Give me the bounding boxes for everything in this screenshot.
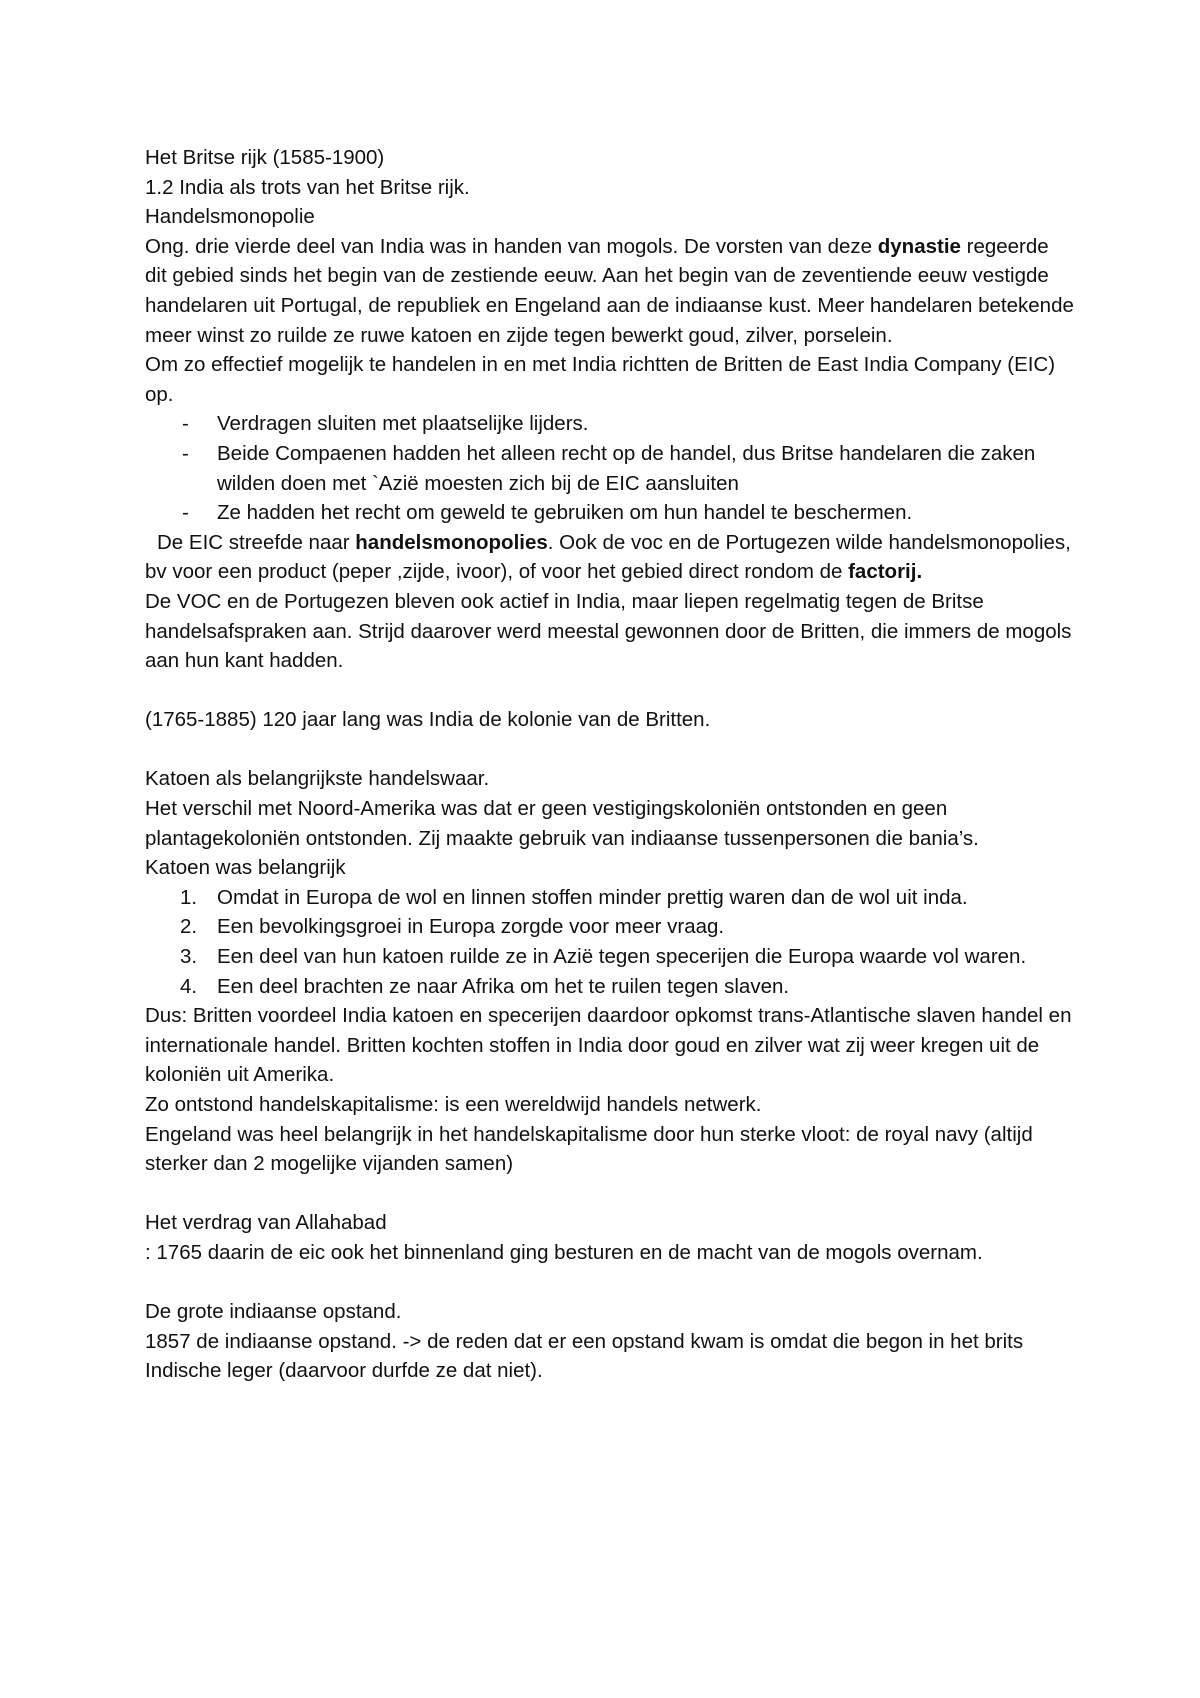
paragraph-noord-amerika: Het verschil met Noord-Amerika was dat er geen vestigingskoloniën ontstonden en geen plantagekoloniën ontstonden. Zij maakte gebruik van indiaanse tussenpersonen die bania’s. bbox=[145, 797, 979, 850]
paragraph-mogols bbox=[145, 232, 1075, 350]
numbered-list-item bbox=[145, 972, 1075, 1002]
blank-line bbox=[145, 676, 1075, 706]
paragraph-katoen-belangrijk: Katoen was belangrijk bbox=[145, 856, 346, 880]
dash-list-item-text: Verdragen sluiten met plaatselijke lijders. bbox=[217, 412, 589, 436]
section-heading-katoen: Katoen als belangrijkste handelswaar. bbox=[145, 767, 490, 791]
paragraph-mogols-part-c: regeerde dit gebied sinds het begin van de zestiende eeuw. Aan het begin van de zeventiende eeuw vestigde handelaren uit Portugal, de republiek en Engeland aan de indiaanse kust. Meer handelaren betekende meer winst zo ruilde ze ruwe katoen en zijde tegen bewerkt goud, zilver, porselein. bbox=[145, 234, 1074, 347]
bold-term-dynastie: dynastie bbox=[877, 234, 961, 258]
paragraph-royal-navy: Engeland was heel belangrijk in het handelskapitalisme door hun sterke vloot: de royal navy (altijd sterker dan 2 mogelijke vijanden samen) bbox=[145, 1122, 1033, 1176]
paragraph-kolonie-period: (1765-1885) 120 jaar lang was India de kolonie van de Britten. bbox=[145, 708, 711, 732]
dash-list bbox=[145, 409, 1075, 527]
section-heading-handelsmonopolie: Handelsmonopolie bbox=[145, 205, 315, 229]
numbered-list-item-text: Omdat in Europa de wol en linnen stoffen minder prettig waren dan de wol uit inda. bbox=[217, 885, 968, 909]
dash-marker: - bbox=[182, 501, 189, 525]
list-number: 2. bbox=[180, 915, 198, 939]
dash-list-item bbox=[145, 439, 1075, 498]
document-subtitle: 1.2 India als trots van het Britse rijk. bbox=[145, 175, 470, 199]
dash-list-item-text: Ze hadden het recht om geweld te gebruiken om hun handel te beschermen. bbox=[217, 501, 913, 525]
dash-marker: - bbox=[182, 441, 189, 465]
paragraph-dus-britten: Dus: Britten voordeel India katoen en specerijen daardoor opkomst trans-Atlantische slaven handel en internationale handel. Britten kochten stoffen in India door goud en zilver wat zij weer kregen uit de koloniën uit Amerika. bbox=[145, 1004, 1072, 1087]
dash-list-item-text: Beide Compaenen hadden het alleen recht op de handel, dus Britse handelaren die zaken wilden doen met `Azië moesten zich bij de EIC aansluiten bbox=[217, 441, 1036, 495]
paragraph-handelskapitalisme: Zo ontstond handelskapitalisme: is een wereldwijd handels netwerk. bbox=[145, 1093, 762, 1116]
paragraph-allahabad: : 1765 daarin de eic ook het binnenland ging besturen en de macht van de mogols overnam. bbox=[145, 1240, 983, 1264]
numbered-list-item bbox=[145, 942, 1075, 972]
paragraph-voc-portugezen: De VOC en de Portugezen bleven ook actief in India, maar liepen regelmatig tegen de Britse handelsafspraken aan. Strijd daarover werd meestal gewonnen door de Britten, die immers de mogols aan hun kant hadden. bbox=[145, 589, 1072, 673]
bold-term-handelsmonopolies: handelsmonopolies bbox=[355, 530, 548, 554]
blank-line bbox=[145, 735, 1075, 765]
paragraph-eic-founding: Om zo effectief mogelijk te handelen in en met India richtten de Britten de East India Company (EIC) op. bbox=[145, 353, 1056, 406]
numbered-list-item-text: Een deel van hun katoen ruilde ze in Azië tegen specerijen die Europa waarde vol waren. bbox=[217, 945, 1027, 969]
bold-term-factorij: factorij. bbox=[848, 560, 923, 584]
blank-line bbox=[145, 1268, 1075, 1298]
section-heading-allahabad: Het verdrag van Allahabad bbox=[145, 1211, 387, 1235]
dash-marker: - bbox=[182, 412, 189, 436]
dash-list-item bbox=[145, 498, 1075, 528]
paragraph-handelsmonopolies bbox=[145, 528, 1075, 587]
numbered-list-item bbox=[145, 883, 1075, 913]
list-number: 4. bbox=[180, 974, 198, 998]
numbered-list-item-text: Een bevolkingsgroei in Europa zorgde voor meer vraag. bbox=[217, 915, 725, 939]
list-number: 3. bbox=[180, 945, 198, 969]
paragraph-handelsmonopolies-part-c: . Ook de voc en de Portugezen wilde handelsmonopolies, bv voor een product (peper ,zijde, ivoor), of voor het gebied direct rondom de bbox=[145, 530, 1071, 584]
numbered-list bbox=[145, 883, 1075, 1001]
numbered-list-item bbox=[145, 912, 1075, 942]
list-number: 1. bbox=[180, 885, 198, 909]
paragraph-handelsmonopolies-part-a: De EIC streefde naar bbox=[157, 530, 356, 554]
dash-list-item bbox=[145, 409, 1075, 439]
document-title: Het Britse rijk (1585-1900) bbox=[145, 146, 385, 169]
blank-line bbox=[145, 1179, 1075, 1209]
section-heading-opstand: De grote indiaanse opstand. bbox=[145, 1300, 402, 1324]
paragraph-opstand: 1857 de indiaanse opstand. -> de reden dat er een opstand kwam is omdat die begon in het brits Indische leger (daarvoor durfde ze dat niet). bbox=[145, 1329, 1024, 1383]
paragraph-mogols-part-a: Ong. drie vierde deel van India was in handen van mogols. De vorsten van deze bbox=[145, 234, 878, 258]
document-body bbox=[145, 143, 1075, 1386]
numbered-list-item-text: Een deel brachten ze naar Afrika om het te ruilen tegen slaven. bbox=[217, 974, 790, 998]
